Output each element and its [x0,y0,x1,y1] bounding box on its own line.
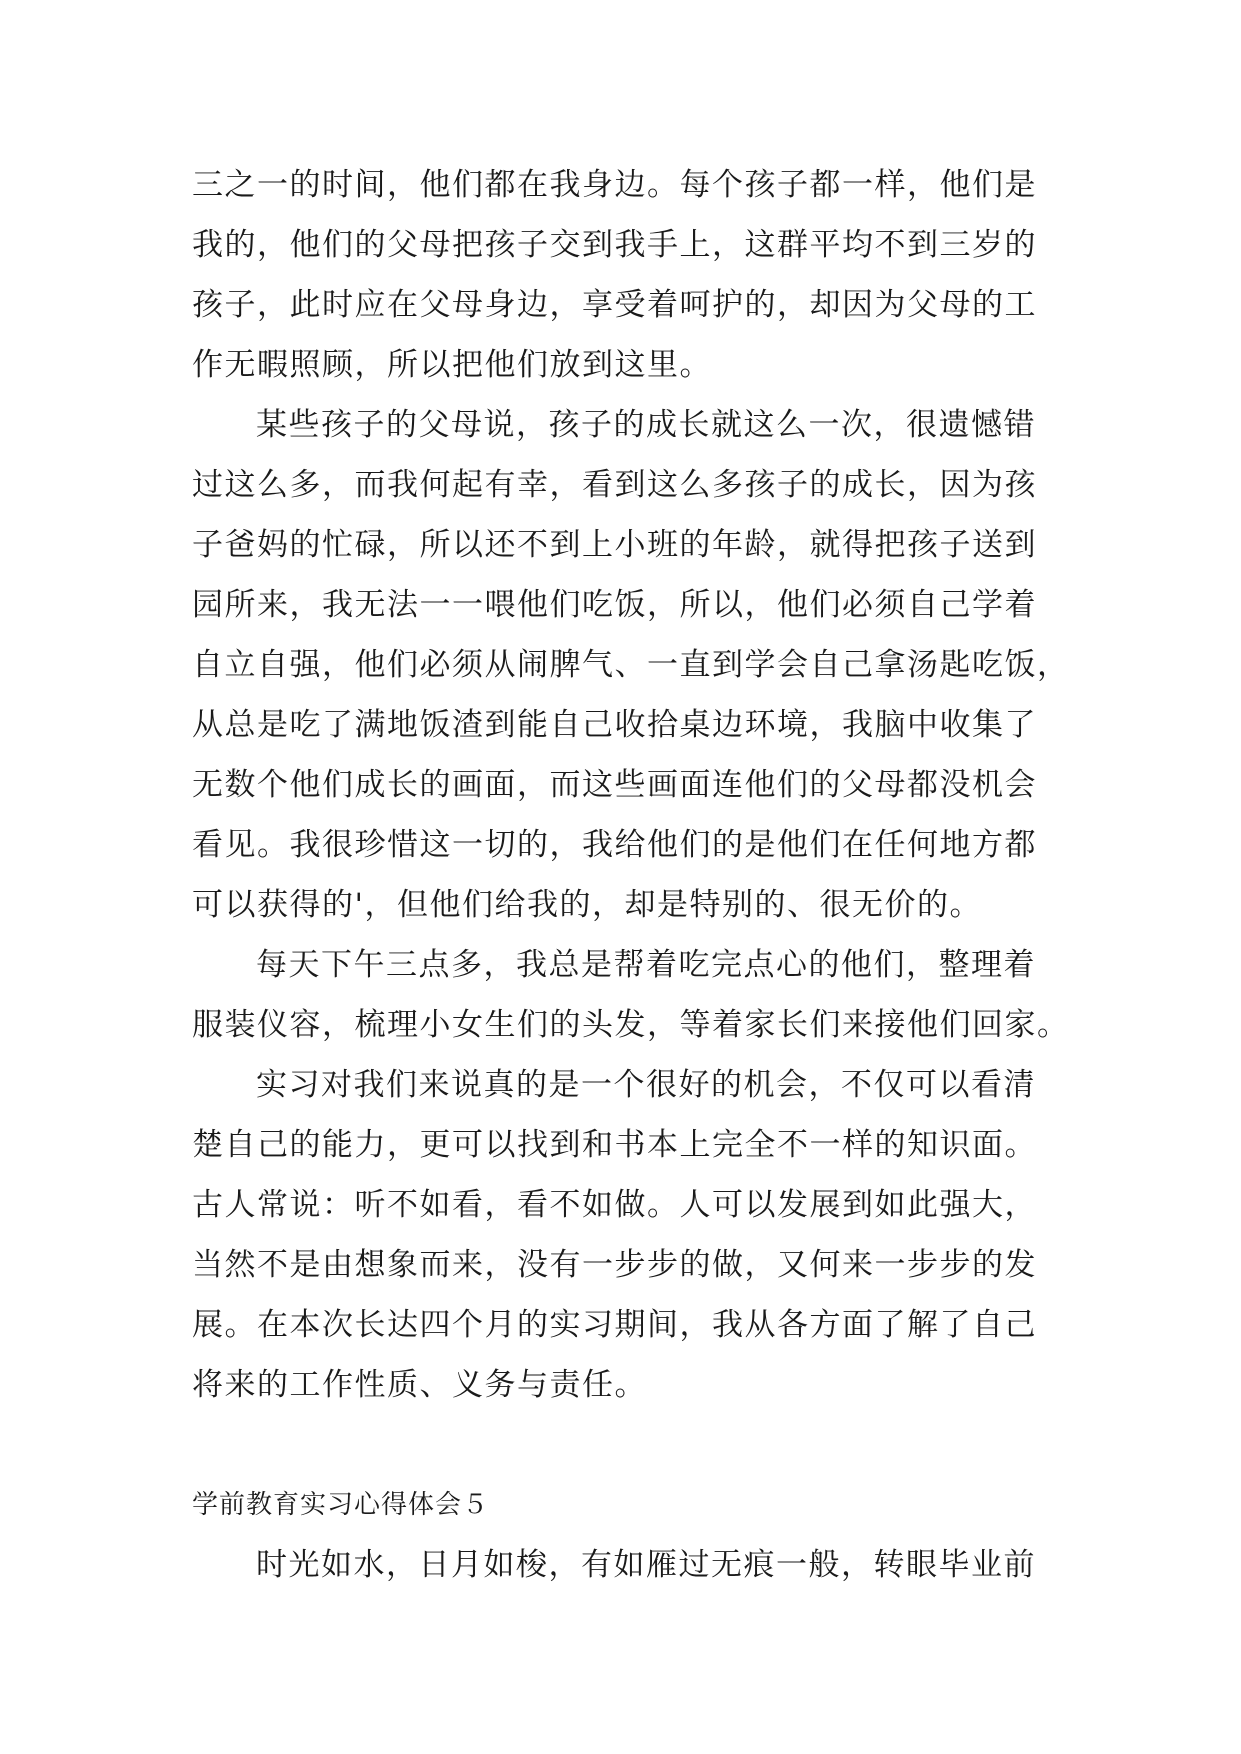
text-line: 我的，他们的父母把孩子交到我手上，这群平均不到三岁的 [192,227,1037,263]
text-line: 将来的工作性质、义务与责任。 [192,1367,647,1403]
text-line: 看见。我很珍惜这一切的，我给他们的是他们在任何地方都 [192,827,1037,863]
text-line: 每天下午三点多，我总是帮着吃完点心的他们，整理着 [256,947,1036,983]
paragraph [192,155,1052,395]
text-line: 作无暇照顾，所以把他们放到这里。 [192,347,712,383]
text-line: 当然不是由想象而来，没有一步步的做，又何来一步步的发 [192,1247,1037,1283]
text-line: 时光如水，日月如梭，有如雁过无痕一般，转眼毕业前 [256,1547,1036,1583]
text-line: 园所来，我无法一一喂他们吃饭，所以，他们必须自己学着 [192,587,1037,623]
section-spacer [192,1415,1052,1475]
paragraph [192,395,1070,935]
paragraph [192,935,1070,1055]
paragraph [192,1055,1052,1415]
text-line: 可以获得的'，但他们给我的，却是特别的、很无价的。 [192,887,983,923]
paragraph [192,1535,1052,1595]
section-heading: 学前教育实习心得体会５ [192,1490,490,1520]
text-line: 孩子，此时应在父母身边，享受着呵护的，却因为父母的工 [192,287,1037,323]
text-line: 三之一的时间，他们都在我身边。每个孩子都一样，他们是 [192,167,1037,203]
text-line: 子爸妈的忙碌，所以还不到上小班的年龄，就得把孩子送到 [192,527,1037,563]
text-line: 服装仪容，梳理小女生们的头发，等着家长们来接他们回家。 [192,1007,1070,1043]
text-line: 展。在本次长达四个月的实习期间，我从各方面了解了自己 [192,1307,1037,1343]
document-body [192,155,1070,1595]
text-line: 无数个他们成长的画面，而这些画面连他们的父母都没机会 [192,767,1037,803]
text-line: 实习对我们来说真的是一个很好的机会，不仅可以看清 [256,1067,1036,1103]
text-line: 过这么多，而我何起有幸，看到这么多孩子的成长，因为孩 [192,467,1037,503]
text-line: 自立自强，他们必须从闹脾气、一直到学会自己拿汤匙吃饭， [192,647,1070,683]
text-line: 楚自己的能力，更可以找到和书本上完全不一样的知识面。 [192,1127,1037,1163]
text-line: 某些孩子的父母说，孩子的成长就这么一次，很遗憾错 [256,407,1036,443]
text-line: 从总是吃了满地饭渣到能自己收拾桌边环境，我脑中收集了 [192,707,1037,743]
text-line: 古人常说：听不如看，看不如做。人可以发展到如此强大， [192,1187,1037,1223]
